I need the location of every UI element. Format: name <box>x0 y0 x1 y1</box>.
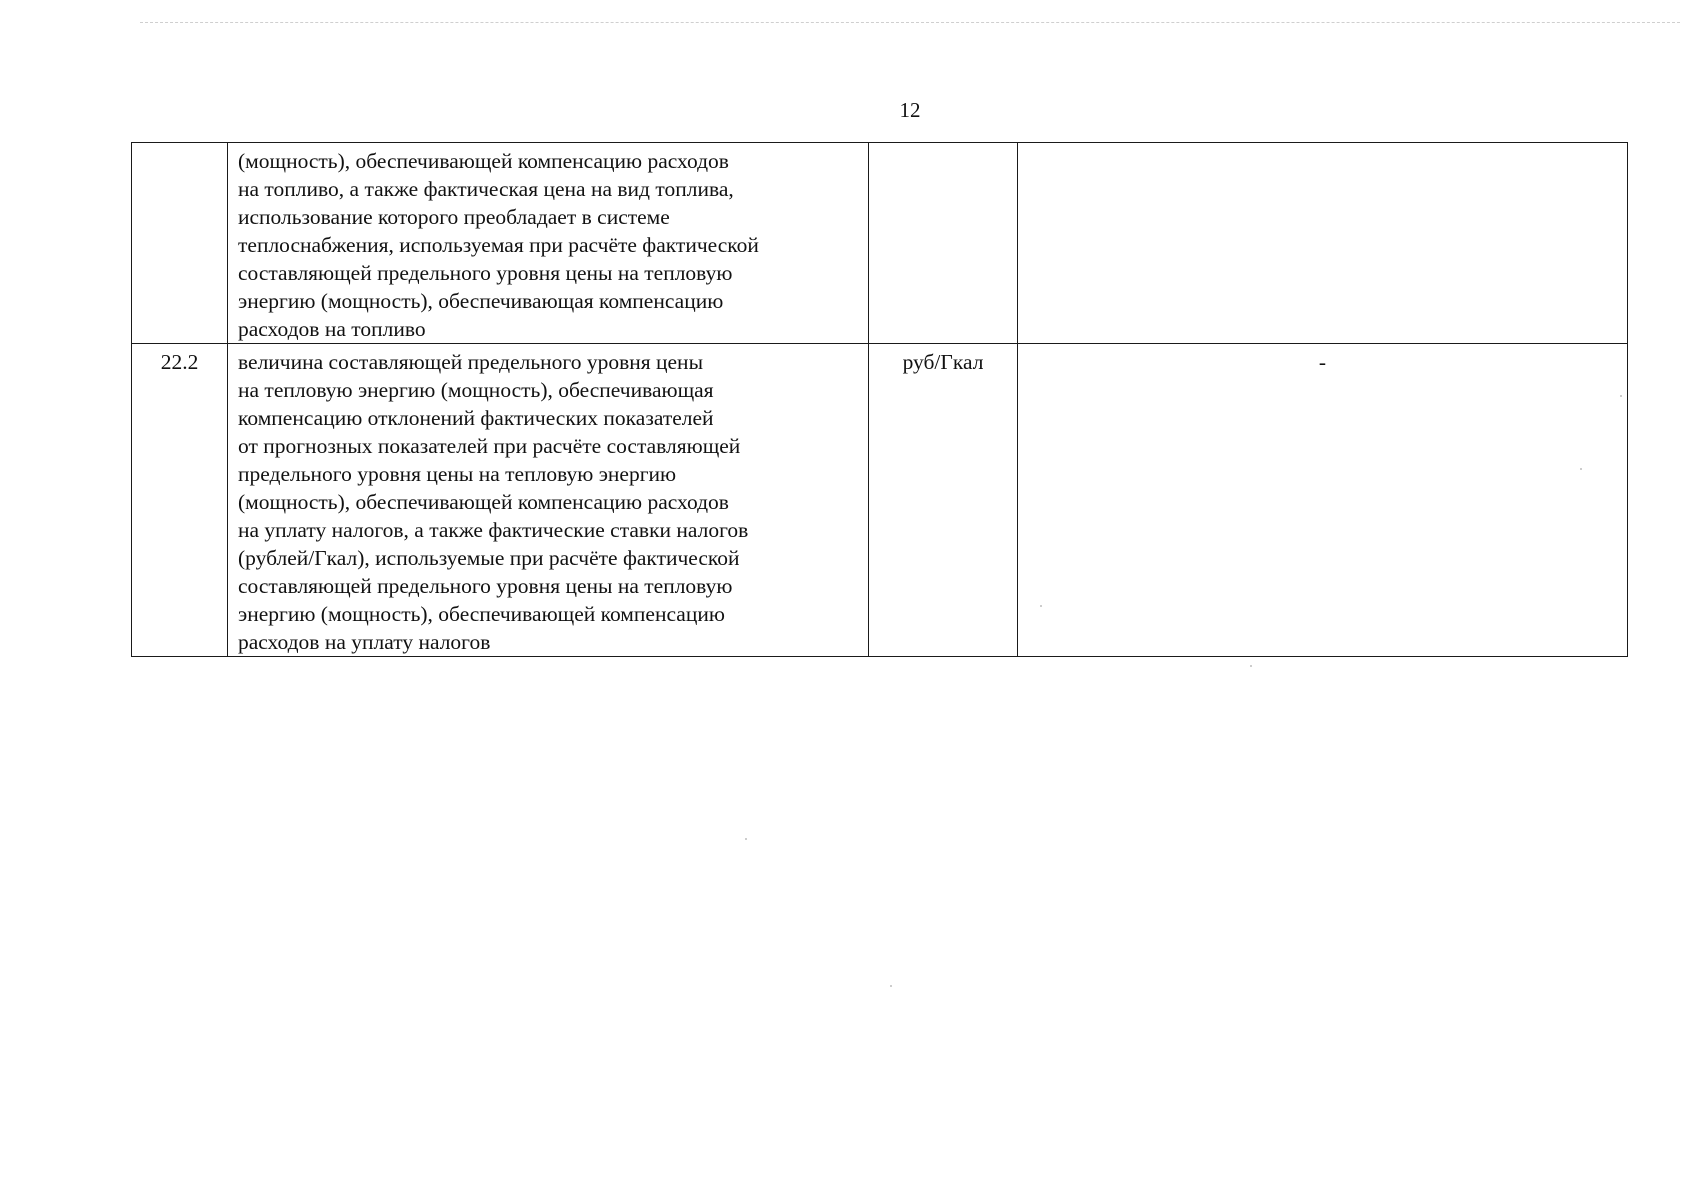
row-description: (мощность), обеспечивающей компенсацию расходов на топливо, а также фактическая цена на вид топлива, использование которого преобладает в системе теплоснабжения, используемая при расчёте фактической составляющей предельного уровня цены на тепловую энергию (мощность), обеспечивающая компенсацию расходов на топливо <box>238 149 759 341</box>
scan-speck <box>745 838 747 840</box>
table-row <box>132 344 1628 657</box>
unit-cell <box>869 143 1018 344</box>
row-value: - <box>1318 350 1327 374</box>
row-number: 22.2 <box>160 350 199 374</box>
scan-artifact-line <box>140 22 1680 23</box>
data-table <box>131 142 1628 657</box>
value-cell <box>1018 143 1628 344</box>
scan-speck <box>1250 665 1252 667</box>
row-number-cell <box>132 143 228 344</box>
scan-speck <box>1040 605 1042 607</box>
row-unit: руб/Гкал <box>902 350 984 374</box>
row-value <box>1018 143 1627 147</box>
row-unit <box>869 143 1017 147</box>
scan-speck <box>890 985 892 987</box>
scan-speck <box>1620 395 1622 397</box>
scan-speck <box>1580 468 1582 470</box>
description-cell <box>228 143 869 344</box>
row-number-cell <box>132 344 228 657</box>
row-description: величина составляющей предельного уровня цены на тепловую энергию (мощность), обеспечивающая компенсацию отклонений фактических показателей от прогнозных показателей при расчёте составляющей предельного уровня цены на тепловую энергию (мощность), обеспечивающей компенсацию расходов на уплату налогов, а также фактические ставки налогов (рублей/Гкал), используемые при расчёте фактической составляющей предельного уровня цены на тепловую энергию (мощность), обеспечивающей компенсацию расходов на уплату налогов <box>238 350 749 654</box>
row-number <box>132 143 227 147</box>
page-number: 12 <box>899 98 921 122</box>
unit-cell <box>869 344 1018 657</box>
description-cell <box>228 344 869 657</box>
table-row <box>132 143 1628 344</box>
value-cell <box>1018 344 1628 657</box>
